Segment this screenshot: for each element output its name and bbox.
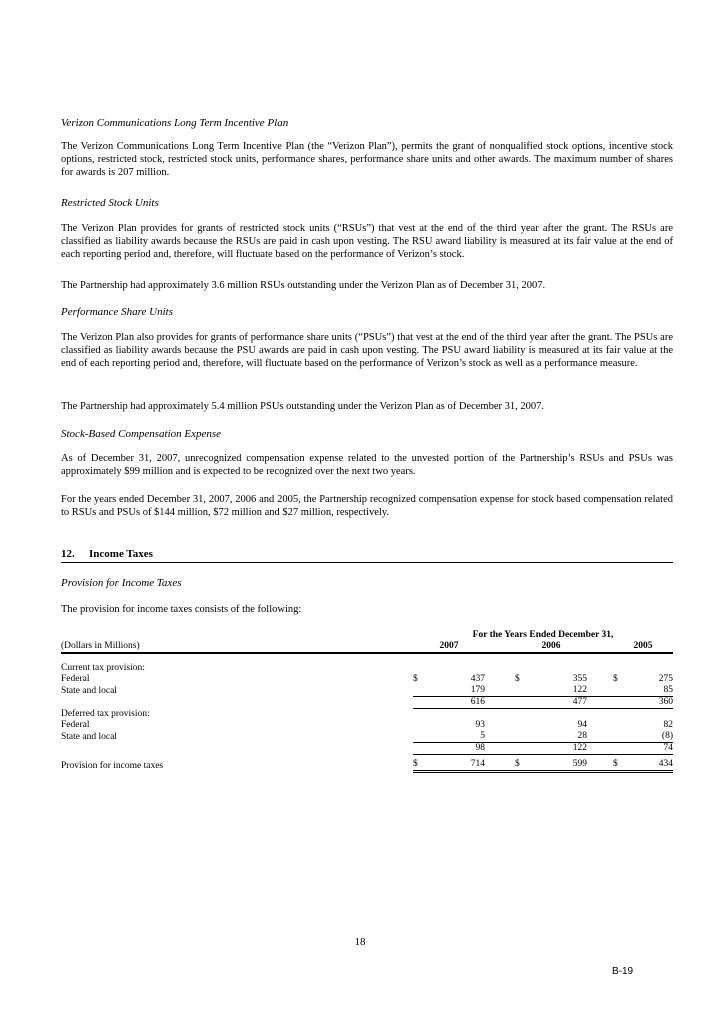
table-row — [61, 697, 673, 709]
table-row — [61, 663, 673, 674]
deferred-total-2006: 122 — [527, 743, 587, 755]
current-state-2005: 85 — [625, 685, 673, 697]
deferred-federal-2006: 94 — [577, 720, 587, 730]
currency-symbol: $ — [413, 759, 425, 772]
rsu-paragraph-2: The Partnership had approximately 3.6 million RSUs outstanding under the Verizon Plan as of December 31, 2007. — [61, 280, 546, 291]
ltip-paragraph: The Verizon Communications Long Term Incentive Plan (the “Verizon Plan”), permits the grant of nonqualified stock options, incentive stock options, restricted stock, restricted stock units, performance shares, performance share units and other awards. The maximum number of shares for awards is 207 million. — [61, 141, 673, 178]
year-2005: 2005 — [613, 641, 673, 653]
sbc-paragraph-2: For the years ended December 31, 2007, 2006 and 2005, the Partnership recognized compensation expense for stock based compensation related to RSUs and PSUs of $144 million, $72 million and $27 million, respectively. — [61, 494, 673, 518]
currency-symbol: $ — [613, 759, 625, 772]
currency-symbol: $ — [413, 674, 418, 684]
section-number: 12. — [61, 548, 75, 560]
deferred-total-2007: 98 — [425, 743, 485, 755]
deferred-federal-2007: 93 — [475, 720, 485, 730]
current-federal-label: Federal — [61, 674, 90, 684]
current-state-label: State and local — [61, 685, 117, 696]
table-row — [61, 731, 673, 743]
rsu-heading: Restricted Stock Units — [61, 197, 159, 209]
table-row — [61, 709, 673, 721]
section-title-income-taxes — [61, 547, 673, 563]
table-row — [61, 743, 673, 755]
table-years-row — [61, 641, 673, 653]
table-row — [61, 720, 673, 731]
current-provision-label: Current tax provision: — [61, 663, 145, 673]
table-header-row — [61, 630, 673, 641]
table-row — [61, 685, 673, 697]
current-total-2006: 477 — [527, 697, 587, 709]
deferred-total-2005: 74 — [625, 743, 673, 755]
currency-symbol: $ — [515, 674, 520, 684]
provision-intro: The provision for income taxes consists of the following: — [61, 604, 302, 615]
table-row — [61, 759, 673, 772]
income-tax-table — [61, 630, 673, 773]
provision-total-label: Provision for income taxes — [61, 760, 164, 771]
ltip-heading: Verizon Communications Long Term Incentive Plan — [61, 117, 289, 129]
deferred-state-2006: 28 — [527, 731, 587, 743]
bates-number: B-19 — [612, 966, 634, 977]
provision-2006: 599 — [527, 759, 587, 772]
provision-heading: Provision for Income Taxes — [61, 577, 182, 589]
currency-symbol: $ — [613, 674, 618, 684]
sbc-heading: Stock-Based Compensation Expense — [61, 428, 222, 440]
sbc-paragraph-1: As of December 31, 2007, unrecognized compensation expense related to the unvested portion of the Partnership’s RSUs and PSUs was approximately $99 million and is expected to be recognized over the next two years. — [61, 453, 673, 477]
psu-paragraph-2: The Partnership had approximately 5.4 million PSUs outstanding under the Verizon Plan as of December 31, 2007. — [61, 401, 545, 412]
deferred-provision-label: Deferred tax provision: — [61, 709, 150, 719]
current-federal-2005: 275 — [658, 674, 673, 684]
current-state-2006: 122 — [527, 685, 587, 697]
deferred-state-label: State and local — [61, 731, 117, 742]
provision-2007: 714 — [425, 759, 485, 772]
psu-paragraph-1: The Verizon Plan also provides for grants of performance share units (“PSUs”) that vest at the end of the third year after the grant. The PSUs are classified as liability awards because the PSU awards are paid in cash upon vesting. The PSU award liability is measured at its fair value at the end of each reporting period and, therefore, will fluctuate based on the performance of Verizon’s stock as well as a performance measure. — [61, 332, 673, 369]
current-state-2007: 179 — [425, 685, 485, 697]
period-header: For the Years Ended December 31, — [472, 630, 614, 640]
current-federal-2007: 437 — [470, 674, 485, 684]
page-number: 18 — [354, 936, 366, 948]
deferred-state-2005: (8) — [625, 731, 673, 743]
units-label: (Dollars in Millions) — [61, 641, 413, 653]
table-row — [61, 674, 673, 685]
year-2006: 2006 — [515, 641, 587, 653]
deferred-state-2007: 5 — [425, 731, 485, 743]
current-federal-2006: 355 — [572, 674, 587, 684]
deferred-federal-2005: 82 — [663, 720, 673, 730]
current-total-2005: 360 — [625, 697, 673, 709]
deferred-federal-label: Federal — [61, 720, 90, 730]
provision-2005: 434 — [625, 759, 673, 772]
current-total-2007: 616 — [425, 697, 485, 709]
year-2007: 2007 — [413, 641, 485, 653]
psu-heading: Performance Share Units — [61, 306, 174, 318]
rsu-paragraph-1: The Verizon Plan provides for grants of restricted stock units (“RSUs”) that vest at the end of the third year after the grant. The RSUs are classified as liability awards because the RSUs are paid in cash upon vesting. The RSU award liability is measured at its fair value at the end of each reporting period and, therefore, will fluctuate based on the performance of Verizon’s stock. — [61, 223, 673, 260]
currency-symbol: $ — [515, 759, 527, 772]
section-title-text: Income Taxes — [89, 548, 153, 560]
